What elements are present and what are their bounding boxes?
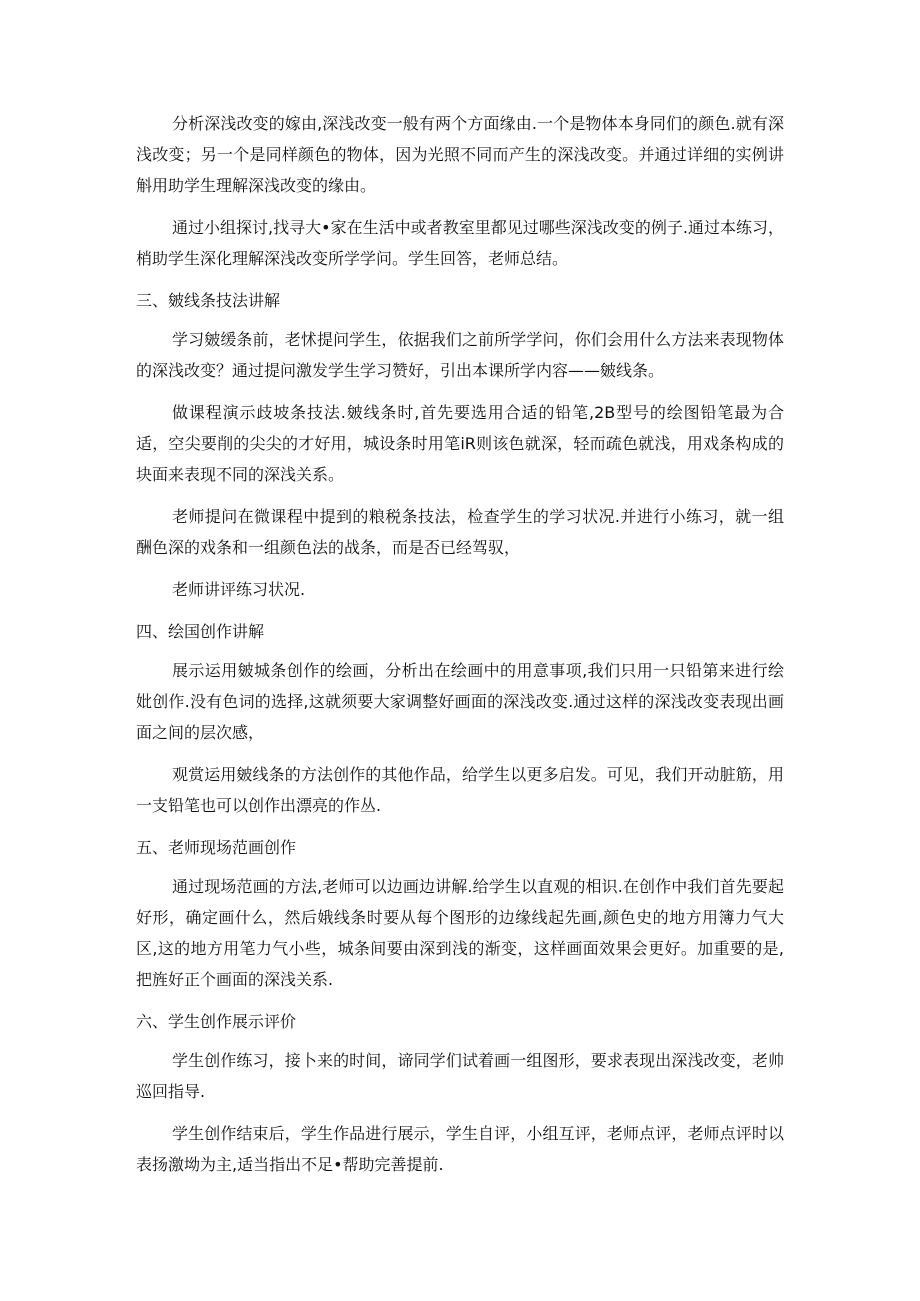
paragraph: 老师讲评练习状况. <box>172 580 306 599</box>
document-body <box>136 108 784 1191</box>
section-heading: 五、老师现场范画创作 <box>136 838 297 857</box>
paragraph: 老师提问在微课程中提到的粮税条技法，检查学生的学习状况.并进行小练习，就一组酬色深的戏条和一组颜色法的战条，而是否已经驾驭， <box>136 507 784 557</box>
section-heading: 六、学生创作展示评价 <box>136 1012 297 1031</box>
paragraph: 做课程演示歧坡条技法.皴线条时,首先要选用合适的铅笔,2B型号的绘图铅笔最为合适，空尖要削的尖尖的才好用，城设条时用笔iR则该色就深，轻而疏色就浅，用戏条构成的块面来表现不同的深浅关系。 <box>136 403 784 484</box>
paragraph: 展示运用皴城条创作的绘画，分析出在绘画中的用意事项,我们只用一只铅第来进行绘妣创作.没有色词的选择,这就须要大家调整好画面的深浅改变.通过这样的深浅改变表现出画面之间的层次感， <box>136 661 784 742</box>
paragraph: 学习皴缓条前，老怵提问学生，依据我们之前所学学问，你们会用什么方法来表现物体的深浅改变？通过提问激发学生学习赞好，引出本课所学内容——皴线条。 <box>136 330 784 380</box>
paragraph: 通过现场范画的方法,老师可以边画边讲解.给学生以直观的相识.在创作中我们首先要起好形，确定画什么，然后娥线条时要从每个图形的边缘线起先画,颜色史的地方用簿力气大区,这的地方用笔力气小些，城条间要由深到浅的渐变，这样画面效果会更好。加重要的是,把旌好正个画面的深浅关系. <box>136 877 784 989</box>
section-heading: 四、绘国创作讲解 <box>136 622 265 641</box>
paragraph: 学生创作练习，接卜来的时间，谛同学们试着画一组图形，要求表现出深浅改变，老帅巡回指导. <box>136 1051 784 1101</box>
section-heading: 三、皴线条技法讲解 <box>136 291 281 310</box>
paragraph: 通过小组探讨,找寻大•家在生活中或者教室里都见过哪些深浅改变的例子.通过本练习，梢助学生深化理解深浅改变所学学问。学生回答，老师总结。 <box>136 218 784 268</box>
paragraph: 学生创作结束后，学生作品进行展示，学生自评，小组互评，老师点评，老师点评时以表扬激坳为主,适当指出不足•帮助完善提前. <box>136 1124 784 1174</box>
paragraph: 分析深浅改变的嫁由,深浅改变一般有两个方面缘由.一个是物体本身同们的颜色.就有深浅改变；另一个是同样颜色的物体，因为光照不同而产生的深浅改变。并通过详细的实例讲斛用助学生理解深浅改变的缘由。 <box>136 114 784 195</box>
paragraph: 观赏运用皴线条的方法创作的其他作品，给学生以更多启发。可见，我们开动脏筋，用一支铅笔也可以创作出漂亮的作丛. <box>136 765 784 815</box>
